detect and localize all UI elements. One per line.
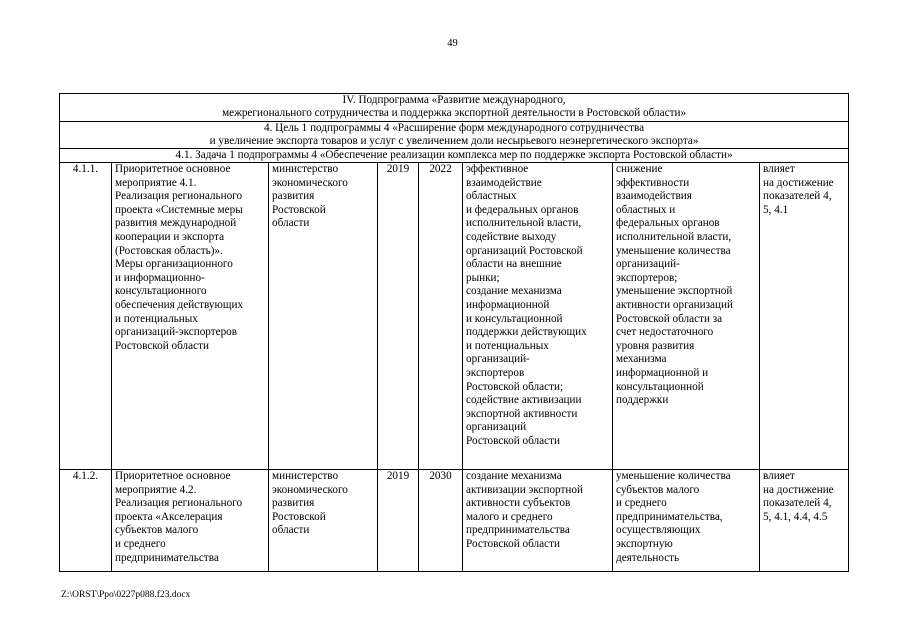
row-number: 4.1.2. bbox=[60, 470, 112, 572]
task-header-line: 4.1. Задача 1 подпрограммы 4 «Обеспечение реализации комплекса мер по поддержке экспорта Ростовской области» bbox=[175, 149, 733, 161]
page-number: 49 bbox=[447, 38, 458, 49]
measures-table bbox=[59, 93, 849, 572]
measure-name-cell: Приоритетное основное мероприятие 4.1. Реализация регионального проекта «Системные меры развития международной кооперации и экспорта (Ростовская область)». Меры организационного и информационно- консультационного обеспечения действующих и потенциальных организаций-экспортеров Ростовской области bbox=[112, 163, 269, 470]
table-row bbox=[60, 163, 849, 470]
start-year-cell: 2019 bbox=[378, 470, 419, 572]
end-year-cell: 2030 bbox=[419, 470, 463, 572]
subprogram-header bbox=[60, 94, 849, 122]
subprogram-header-row bbox=[60, 94, 849, 122]
row-number: 4.1.1. bbox=[60, 163, 112, 470]
subprogram-header-line: IV. Подпрограмма «Развитие международного, bbox=[342, 94, 566, 106]
consequences-cell: уменьшение количества субъектов малого и среднего предпринимательства, осуществляющих экспортную деятельность bbox=[613, 470, 760, 572]
task-header bbox=[60, 149, 849, 163]
subprogram-header-line: межрегионального сотрудничества и поддержка экспортной деятельности в Ростовской области» bbox=[222, 107, 687, 119]
goal-header-line: 4. Цель 1 подпрограммы 4 «Расширение форм международного сотрудничества bbox=[263, 122, 645, 134]
end-year-cell: 2022 bbox=[419, 163, 463, 470]
goal-header-row bbox=[60, 122, 849, 149]
expected-result-cell: эффективное взаимодействие областных и федеральных органов исполнительной власти, содействие выходу организаций Ростовской области на внешние рынки; создание механизма информационной и консультационной поддержки действующих и потенциальных организаций- экспортеров Ростовской области; содействие активизации экспортной активности организаций Ростовской области bbox=[463, 163, 613, 470]
expected-result-cell: создание механизма активизации экспортной активности субъектов малого и среднего предпринимательства Ростовской области bbox=[463, 470, 613, 572]
measure-name-cell: Приоритетное основное мероприятие 4.2. Реализация регионального проекта «Акселерация субъектов малого и среднего предпринимательства bbox=[112, 470, 269, 572]
executor-cell: министерство экономического развития Ростовской области bbox=[269, 163, 378, 470]
task-header-row bbox=[60, 149, 849, 163]
consequences-cell: снижение эффективности взаимодействия областных и федеральных органов исполнительной власти, уменьшение количества организаций- экспортеров; уменьшение экспортной активности организаций Ростовской области за счет недостаточного уровня развития механизма информационной и консультационной поддержки bbox=[613, 163, 760, 470]
goal-header bbox=[60, 122, 849, 149]
indicators-cell: влияет на достижение показателей 4, 5, 4.1, 4.4, 4.5 bbox=[760, 470, 849, 572]
table-row bbox=[60, 470, 849, 572]
file-path-footer: Z:\ORST\Ppo\0227p088.f23.docx bbox=[61, 590, 191, 600]
goal-header-line: и увеличение экспорта товаров и услуг с увеличением доли несырьевого неэнергетического экспорта» bbox=[209, 135, 699, 147]
executor-cell: министерство экономического развития Ростовской области bbox=[269, 470, 378, 572]
indicators-cell: влияет на достижение показателей 4, 5, 4.1 bbox=[760, 163, 849, 470]
start-year-cell: 2019 bbox=[378, 163, 419, 470]
